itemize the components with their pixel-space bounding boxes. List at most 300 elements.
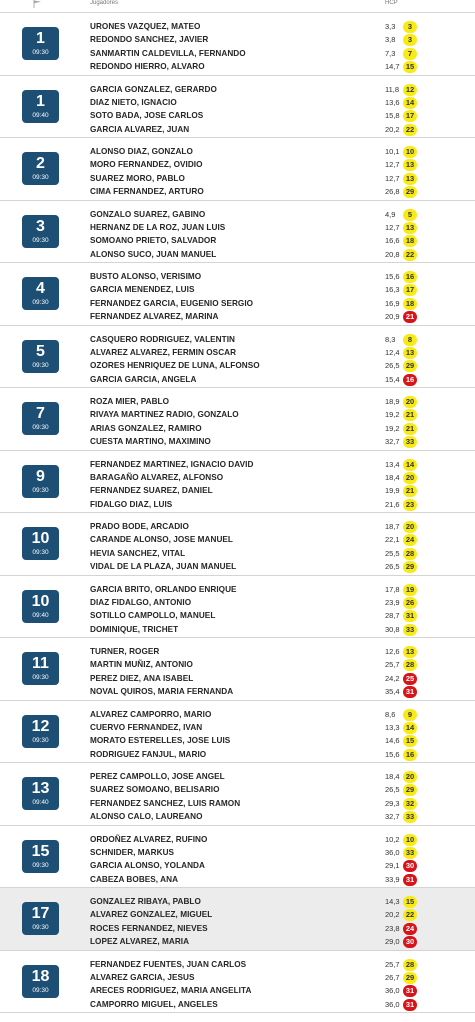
playing-handicap-badge: 24: [403, 923, 417, 935]
tee-number: 15: [31, 842, 50, 860]
playing-handicap-badge: 21: [403, 409, 417, 421]
player-name: PEREZ CAMPOLLO, JOSE ANGEL: [90, 772, 225, 781]
player-name: GARCIA MENENDEZ, LUIS: [90, 285, 195, 295]
column-players-label: Jugadores: [90, 0, 119, 6]
tee-time: 09:30: [32, 174, 49, 181]
playing-handicap-badge: 14: [403, 97, 417, 109]
player-row: [0, 935, 475, 948]
player-name: ROCES FERNANDEZ, NIEVES: [90, 923, 208, 933]
playing-handicap-badge: 12: [403, 84, 417, 96]
player-hcp: 3,8: [385, 35, 396, 45]
player-row: [0, 685, 475, 698]
player-hcp: 18,4: [385, 772, 400, 781]
player-hcp: 10,1: [385, 147, 400, 156]
playing-handicap-badge: 22: [403, 124, 417, 136]
player-hcp: 36,0: [385, 999, 400, 1009]
player-hcp: 26,7: [385, 972, 400, 982]
tee-time: 09:30: [32, 736, 49, 744]
tee-time: 09:40: [32, 111, 49, 119]
playing-handicap-badge: 14: [403, 722, 417, 734]
playing-handicap-badge: 13: [403, 222, 417, 234]
player-name: CASQUERO RODRIGUEZ, VALENTIN: [90, 334, 235, 344]
playing-handicap-badge: 30: [403, 860, 417, 872]
player-row: [0, 498, 475, 511]
playing-handicap-badge: 10: [403, 834, 417, 846]
playing-handicap-badge: 9: [403, 709, 417, 721]
player-hcp: 13,3: [385, 722, 400, 732]
player-name: SANMARTIN CALDEVILLA, FERNANDO: [90, 48, 246, 58]
playing-handicap-badge: 29: [403, 784, 417, 796]
playing-handicap-badge: 18: [403, 235, 417, 247]
playing-handicap-badge: 29: [403, 972, 417, 984]
tee-number: 1: [36, 92, 45, 110]
player-hcp: 14,7: [385, 62, 400, 72]
playing-handicap-badge: 31: [403, 985, 417, 997]
tee-number: 17: [31, 905, 50, 922]
player-row: [0, 846, 475, 859]
player-row: [0, 833, 475, 846]
player-row: [0, 145, 475, 158]
playing-handicap-badge: 33: [403, 847, 417, 859]
player-hcp: 15,6: [385, 272, 400, 281]
playing-handicap-badge: 31: [403, 610, 417, 622]
playing-handicap-badge: 28: [403, 548, 417, 560]
player-name: ORDOÑEZ ALVAREZ, RUFINO: [90, 834, 208, 844]
tee-number: 7: [36, 405, 45, 422]
playing-handicap-badge: 33: [403, 811, 417, 823]
player-name: ALONSO CALO, LAUREANO: [90, 812, 203, 822]
player-name: ARECES RODRIGUEZ, MARIA ANGELITA: [90, 986, 252, 996]
player-name: BARAGAÑO ALVAREZ, ALFONSO: [90, 472, 224, 482]
player-name: ALVAREZ GARCIA, JESUS: [90, 972, 195, 982]
player-hcp: 18,7: [385, 522, 400, 531]
tee-number: 2: [36, 155, 45, 172]
tee-number: 3: [36, 217, 45, 235]
tee-group: [0, 638, 475, 701]
player-row: [0, 672, 475, 685]
playing-handicap-badge: 13: [403, 646, 417, 658]
player-name: SOTO BADA, JOSE CARLOS: [90, 111, 204, 121]
player-row: [0, 645, 475, 658]
player-name: MORATO ESTERELLES, JOSE LUIS: [90, 736, 231, 746]
playing-handicap-badge: 16: [403, 374, 417, 386]
playing-handicap-badge: 22: [403, 909, 417, 921]
player-name: ALVAREZ ALVAREZ, FERMIN OSCAR: [90, 347, 237, 357]
player-name: REDONDO HIERRO, ALVARO: [90, 62, 205, 72]
player-name: HEVIA SANCHEZ, VITAL: [90, 548, 186, 558]
player-hcp: 14,3: [385, 897, 400, 906]
player-name: GONZALO SUAREZ, GABINO: [90, 209, 206, 219]
playing-handicap-badge: 23: [403, 499, 417, 511]
player-hcp: 19,9: [385, 486, 400, 496]
tee-group: [0, 326, 475, 389]
player-name: RODRIGUEZ FANJUL, MARIO: [90, 749, 207, 759]
player-row: [0, 123, 475, 136]
playing-handicap-badge: 29: [403, 360, 417, 372]
playing-handicap-badge: 31: [403, 686, 417, 698]
playing-handicap-badge: 7: [403, 48, 417, 60]
player-row: [0, 234, 475, 247]
player-hcp: 28,7: [385, 611, 400, 621]
playing-handicap-badge: 13: [403, 173, 417, 185]
player-row: [0, 583, 475, 596]
player-name: DIAZ NIETO, IGNACIO: [90, 97, 177, 107]
tee-group: [0, 201, 475, 264]
player-row: [0, 395, 475, 408]
playing-handicap-badge: 28: [403, 959, 417, 971]
player-name: FERNANDEZ GARCIA, EUGENIO SERGIO: [90, 298, 254, 308]
tee-group: [0, 388, 475, 451]
player-row: [0, 708, 475, 721]
player-hcp: 23,9: [385, 597, 400, 607]
player-row: [0, 908, 475, 921]
player-row: [0, 408, 475, 421]
playing-handicap-badge: 21: [403, 485, 417, 497]
player-row: [0, 484, 475, 497]
player-name: SUAREZ MORO, PABLO: [90, 173, 185, 183]
tee-group: [0, 951, 475, 1014]
tee-group: [0, 763, 475, 826]
tee-time: 09:30: [32, 236, 49, 244]
playing-handicap-badge: 17: [403, 110, 417, 122]
player-row: [0, 971, 475, 984]
player-hcp: 24,2: [385, 673, 400, 683]
player-name: CIMA FERNANDEZ, ARTURO: [90, 187, 204, 197]
player-name: SUAREZ SOMOANO, BELISARIO: [90, 785, 220, 795]
player-hcp: 16,9: [385, 298, 400, 308]
player-row: [0, 998, 475, 1011]
player-hcp: 23,8: [385, 923, 400, 933]
playing-handicap-badge: 19: [403, 584, 417, 596]
playing-handicap-badge: 5: [403, 209, 417, 221]
player-name: ALVAREZ CAMPORRO, MARIO: [90, 709, 212, 719]
player-hcp: 19,2: [385, 423, 400, 433]
player-hcp: 7,3: [385, 48, 396, 58]
player-name: ARIAS GONZALEZ, RAMIRO: [90, 423, 202, 433]
player-hcp: 12,7: [385, 222, 400, 232]
player-hcp: 15,8: [385, 111, 400, 121]
player-name: GARCIA GARCIA, ANGELA: [90, 374, 197, 384]
playing-handicap-badge: 10: [403, 146, 417, 158]
tee-time: 09:30: [32, 986, 49, 994]
player-name: URONES VAZQUEZ, MATEO: [90, 22, 201, 31]
playing-handicap-badge: 8: [403, 334, 417, 346]
player-hcp: 21,6: [385, 499, 400, 509]
player-name: GARCIA GONZALEZ, GERARDO: [90, 84, 217, 94]
tee-number: 4: [36, 280, 45, 297]
player-name: GARCIA BRITO, ORLANDO ENRIQUE: [90, 584, 237, 594]
player-name: CUERVO FERNANDEZ, IVAN: [90, 722, 203, 732]
player-row: [0, 560, 475, 573]
player-hcp: 13,4: [385, 459, 400, 469]
player-name: GARCIA ALVAREZ, JUAN: [90, 124, 190, 134]
tee-time: 09:40: [32, 799, 49, 806]
player-name: FERNANDEZ ALVAREZ, MARINA: [90, 312, 219, 322]
player-hcp: 12,4: [385, 347, 400, 357]
player-name: VIDAL DE LA PLAZA, JUAN MANUEL: [90, 562, 237, 572]
playing-handicap-badge: 17: [403, 284, 417, 296]
tee-time: 09:30: [32, 861, 49, 869]
player-hcp: 3,3: [385, 22, 396, 31]
player-row: [0, 810, 475, 823]
player-hcp: 19,2: [385, 410, 400, 420]
playing-handicap-badge: 31: [403, 999, 417, 1011]
column-hcp-label: HCP: [385, 0, 398, 6]
player-name: NOVAL QUIROS, MARIA FERNANDA: [90, 687, 234, 697]
player-hcp: 16,3: [385, 285, 400, 295]
player-hcp: 11,8: [385, 84, 400, 94]
playing-handicap-badge: 24: [403, 534, 417, 546]
player-hcp: 36,0: [385, 847, 400, 857]
playing-handicap-badge: 31: [403, 874, 417, 886]
player-hcp: 36,0: [385, 986, 400, 996]
playing-handicap-badge: 3: [403, 34, 417, 46]
player-hcp: 33,9: [385, 874, 400, 884]
player-row: [0, 373, 475, 386]
player-row: [0, 984, 475, 997]
playing-handicap-badge: 18: [403, 298, 417, 310]
player-row: [0, 783, 475, 796]
player-row: [0, 547, 475, 560]
player-name: DOMINIQUE, TRICHET: [90, 624, 179, 634]
tee-group: [0, 451, 475, 514]
player-hcp: 18,9: [385, 397, 400, 406]
player-row: [0, 596, 475, 609]
player-hcp: 4,9: [385, 209, 396, 219]
playing-handicap-badge: 20: [403, 521, 417, 533]
player-row: [0, 734, 475, 747]
player-name: PEREZ DIEZ, ANA ISABEL: [90, 673, 194, 683]
player-name: REDONDO SANCHEZ, JAVIER: [90, 35, 209, 45]
player-row: [0, 797, 475, 810]
player-name: TURNER, ROGER: [90, 647, 160, 656]
player-hcp: 15,6: [385, 749, 400, 759]
player-name: CUESTA MARTINO, MAXIMINO: [90, 437, 211, 447]
player-hcp: 20,2: [385, 124, 400, 134]
playing-handicap-badge: 21: [403, 423, 417, 435]
table-header: [0, 0, 475, 13]
player-row: [0, 873, 475, 886]
player-hcp: 17,8: [385, 584, 400, 594]
player-name: MARTIN MUÑIZ, ANTONIO: [90, 660, 193, 670]
player-row: [0, 221, 475, 234]
player-name: FERNANDEZ SUAREZ, DANIEL: [90, 486, 213, 496]
playing-handicap-badge: 16: [403, 749, 417, 761]
tee-time: 09:30: [32, 549, 49, 556]
player-row: [0, 859, 475, 872]
player-hcp: 25,5: [385, 548, 400, 558]
tee-group: [0, 138, 475, 201]
tee-number: 10: [31, 530, 50, 547]
player-row: [0, 623, 475, 636]
player-row: [0, 346, 475, 359]
player-name: HERNANZ DE LA ROZ, JUAN LUIS: [90, 222, 226, 232]
player-row: [0, 435, 475, 448]
playing-handicap-badge: 15: [403, 61, 417, 73]
player-name: OZORES HENRIQUEZ DE LUNA, ALFONSO: [90, 361, 260, 371]
player-row: [0, 109, 475, 122]
player-hcp: 29,3: [385, 798, 400, 808]
playing-handicap-badge: 15: [403, 735, 417, 747]
player-hcp: 16,6: [385, 236, 400, 246]
tee-group: [0, 263, 475, 326]
player-row: [0, 248, 475, 261]
tee-number: 13: [31, 780, 50, 797]
playing-handicap-badge: 14: [403, 459, 417, 471]
player-hcp: 20,8: [385, 249, 400, 259]
playing-handicap-badge: 30: [403, 936, 417, 948]
tee-times-list: [0, 13, 475, 1013]
player-hcp: 22,1: [385, 535, 400, 545]
playing-handicap-badge: 25: [403, 673, 417, 685]
tee-time: 09:30: [32, 49, 49, 56]
player-row: [0, 310, 475, 323]
playing-handicap-badge: 28: [403, 659, 417, 671]
tee-number: 10: [31, 592, 50, 610]
player-hcp: 30,8: [385, 624, 400, 634]
player-name: DIAZ FIDALGO, ANTONIO: [90, 597, 192, 607]
player-row: [0, 270, 475, 283]
player-row: [0, 83, 475, 96]
player-name: SCHNIDER, MARKUS: [90, 847, 175, 857]
player-hcp: 12,7: [385, 160, 400, 170]
tee-group: [0, 826, 475, 889]
player-name: BUSTO ALONSO, VERISIMO: [90, 272, 202, 281]
player-name: FERNANDEZ SANCHEZ, LUIS RAMON: [90, 798, 241, 808]
player-name: CAMPORRO MIGUEL, ANGELES: [90, 999, 218, 1009]
playing-handicap-badge: 20: [403, 396, 417, 408]
playing-handicap-badge: 29: [403, 186, 417, 198]
player-hcp: 13,6: [385, 97, 400, 107]
player-name: GONZALEZ RIBAYA, PABLO: [90, 897, 201, 906]
playing-handicap-badge: 33: [403, 624, 417, 636]
player-hcp: 25,7: [385, 959, 400, 969]
player-hcp: 26,5: [385, 361, 400, 371]
player-row: [0, 172, 475, 185]
player-name: FIDALGO DIAZ, LUIS: [90, 499, 173, 509]
player-row: [0, 33, 475, 46]
playing-handicap-badge: 29: [403, 561, 417, 573]
player-hcp: 26,5: [385, 562, 400, 572]
player-row: [0, 96, 475, 109]
player-hcp: 26,5: [385, 785, 400, 795]
player-hcp: 10,2: [385, 834, 400, 844]
playing-handicap-badge: 21: [403, 311, 417, 323]
player-name: SOTILLO CAMPOLLO, MANUEL: [90, 611, 216, 621]
player-row: [0, 47, 475, 60]
player-hcp: 20,2: [385, 910, 400, 920]
playing-handicap-badge: 15: [403, 896, 417, 908]
player-row: [0, 422, 475, 435]
playing-handicap-badge: 33: [403, 436, 417, 448]
player-hcp: 20,9: [385, 312, 400, 322]
player-name: ROZA MIER, PABLO: [90, 397, 170, 406]
player-name: CARANDE ALONSO, JOSE MANUEL: [90, 535, 233, 545]
tee-time: 09:40: [32, 611, 49, 619]
player-hcp: 32,7: [385, 437, 400, 447]
player-hcp: 12,6: [385, 647, 400, 656]
player-name: GARCIA ALONSO, YOLANDA: [90, 861, 205, 871]
playing-handicap-badge: 32: [403, 798, 417, 810]
player-hcp: 35,4: [385, 687, 400, 697]
player-hcp: 32,7: [385, 812, 400, 822]
tee-group: [0, 13, 475, 76]
tee-number: 5: [36, 342, 45, 360]
player-hcp: 8,6: [385, 709, 396, 719]
tee-number: 12: [31, 717, 50, 735]
player-name: LOPEZ ALVAREZ, MARIA: [90, 937, 190, 947]
player-hcp: 29,1: [385, 861, 400, 871]
tee-time: 09:30: [32, 924, 49, 931]
tee-number: 11: [32, 655, 49, 672]
player-row: [0, 297, 475, 310]
playing-handicap-badge: 3: [403, 21, 417, 33]
player-row: [0, 520, 475, 533]
player-hcp: 25,7: [385, 660, 400, 670]
tee-time: 09:30: [32, 299, 49, 306]
player-row: [0, 185, 475, 198]
tee-number: 9: [36, 467, 45, 485]
tee-group: [0, 76, 475, 139]
player-row: [0, 533, 475, 546]
player-name: CABEZA BOBES, ANA: [90, 874, 179, 884]
playing-handicap-badge: 13: [403, 159, 417, 171]
player-row: [0, 158, 475, 171]
player-row: [0, 658, 475, 671]
player-row: [0, 471, 475, 484]
player-hcp: 26,8: [385, 187, 400, 197]
tee-number: 18: [31, 967, 50, 985]
player-row: [0, 958, 475, 971]
playing-handicap-badge: 13: [403, 347, 417, 359]
flag-icon: [33, 0, 43, 8]
tee-group: [0, 513, 475, 576]
player-hcp: 15,4: [385, 374, 400, 384]
player-row: [0, 333, 475, 346]
playing-handicap-badge: 16: [403, 271, 417, 283]
player-row: [0, 922, 475, 935]
player-row: [0, 609, 475, 622]
player-hcp: 29,0: [385, 937, 400, 947]
player-row: [0, 458, 475, 471]
player-row: [0, 748, 475, 761]
tee-group: [0, 701, 475, 764]
player-row: [0, 895, 475, 908]
player-name: RIVAYA MARTINEZ RADIO, GONZALO: [90, 410, 239, 420]
tee-time: 09:30: [32, 361, 49, 369]
tee-time: 09:30: [32, 486, 49, 494]
player-row: [0, 359, 475, 372]
player-name: ALONSO DIAZ, GONZALO: [90, 147, 193, 156]
player-hcp: 18,4: [385, 472, 400, 482]
player-row: [0, 20, 475, 33]
playing-handicap-badge: 20: [403, 472, 417, 484]
tee-time: 09:30: [32, 424, 49, 431]
player-name: FERNANDEZ MARTINEZ, IGNACIO DAVID: [90, 459, 254, 469]
player-name: ALVAREZ GONZALEZ, MIGUEL: [90, 910, 213, 920]
player-row: [0, 283, 475, 296]
player-row: [0, 60, 475, 73]
player-row: [0, 208, 475, 221]
tee-group: [0, 576, 475, 639]
player-row: [0, 770, 475, 783]
player-hcp: 12,7: [385, 173, 400, 183]
playing-handicap-badge: 22: [403, 249, 417, 261]
player-name: ALONSO SUCO, JUAN MANUEL: [90, 249, 217, 259]
player-name: SOMOANO PRIETO, SALVADOR: [90, 236, 217, 246]
player-hcp: 14,6: [385, 736, 400, 746]
tee-time: 09:30: [32, 674, 49, 681]
